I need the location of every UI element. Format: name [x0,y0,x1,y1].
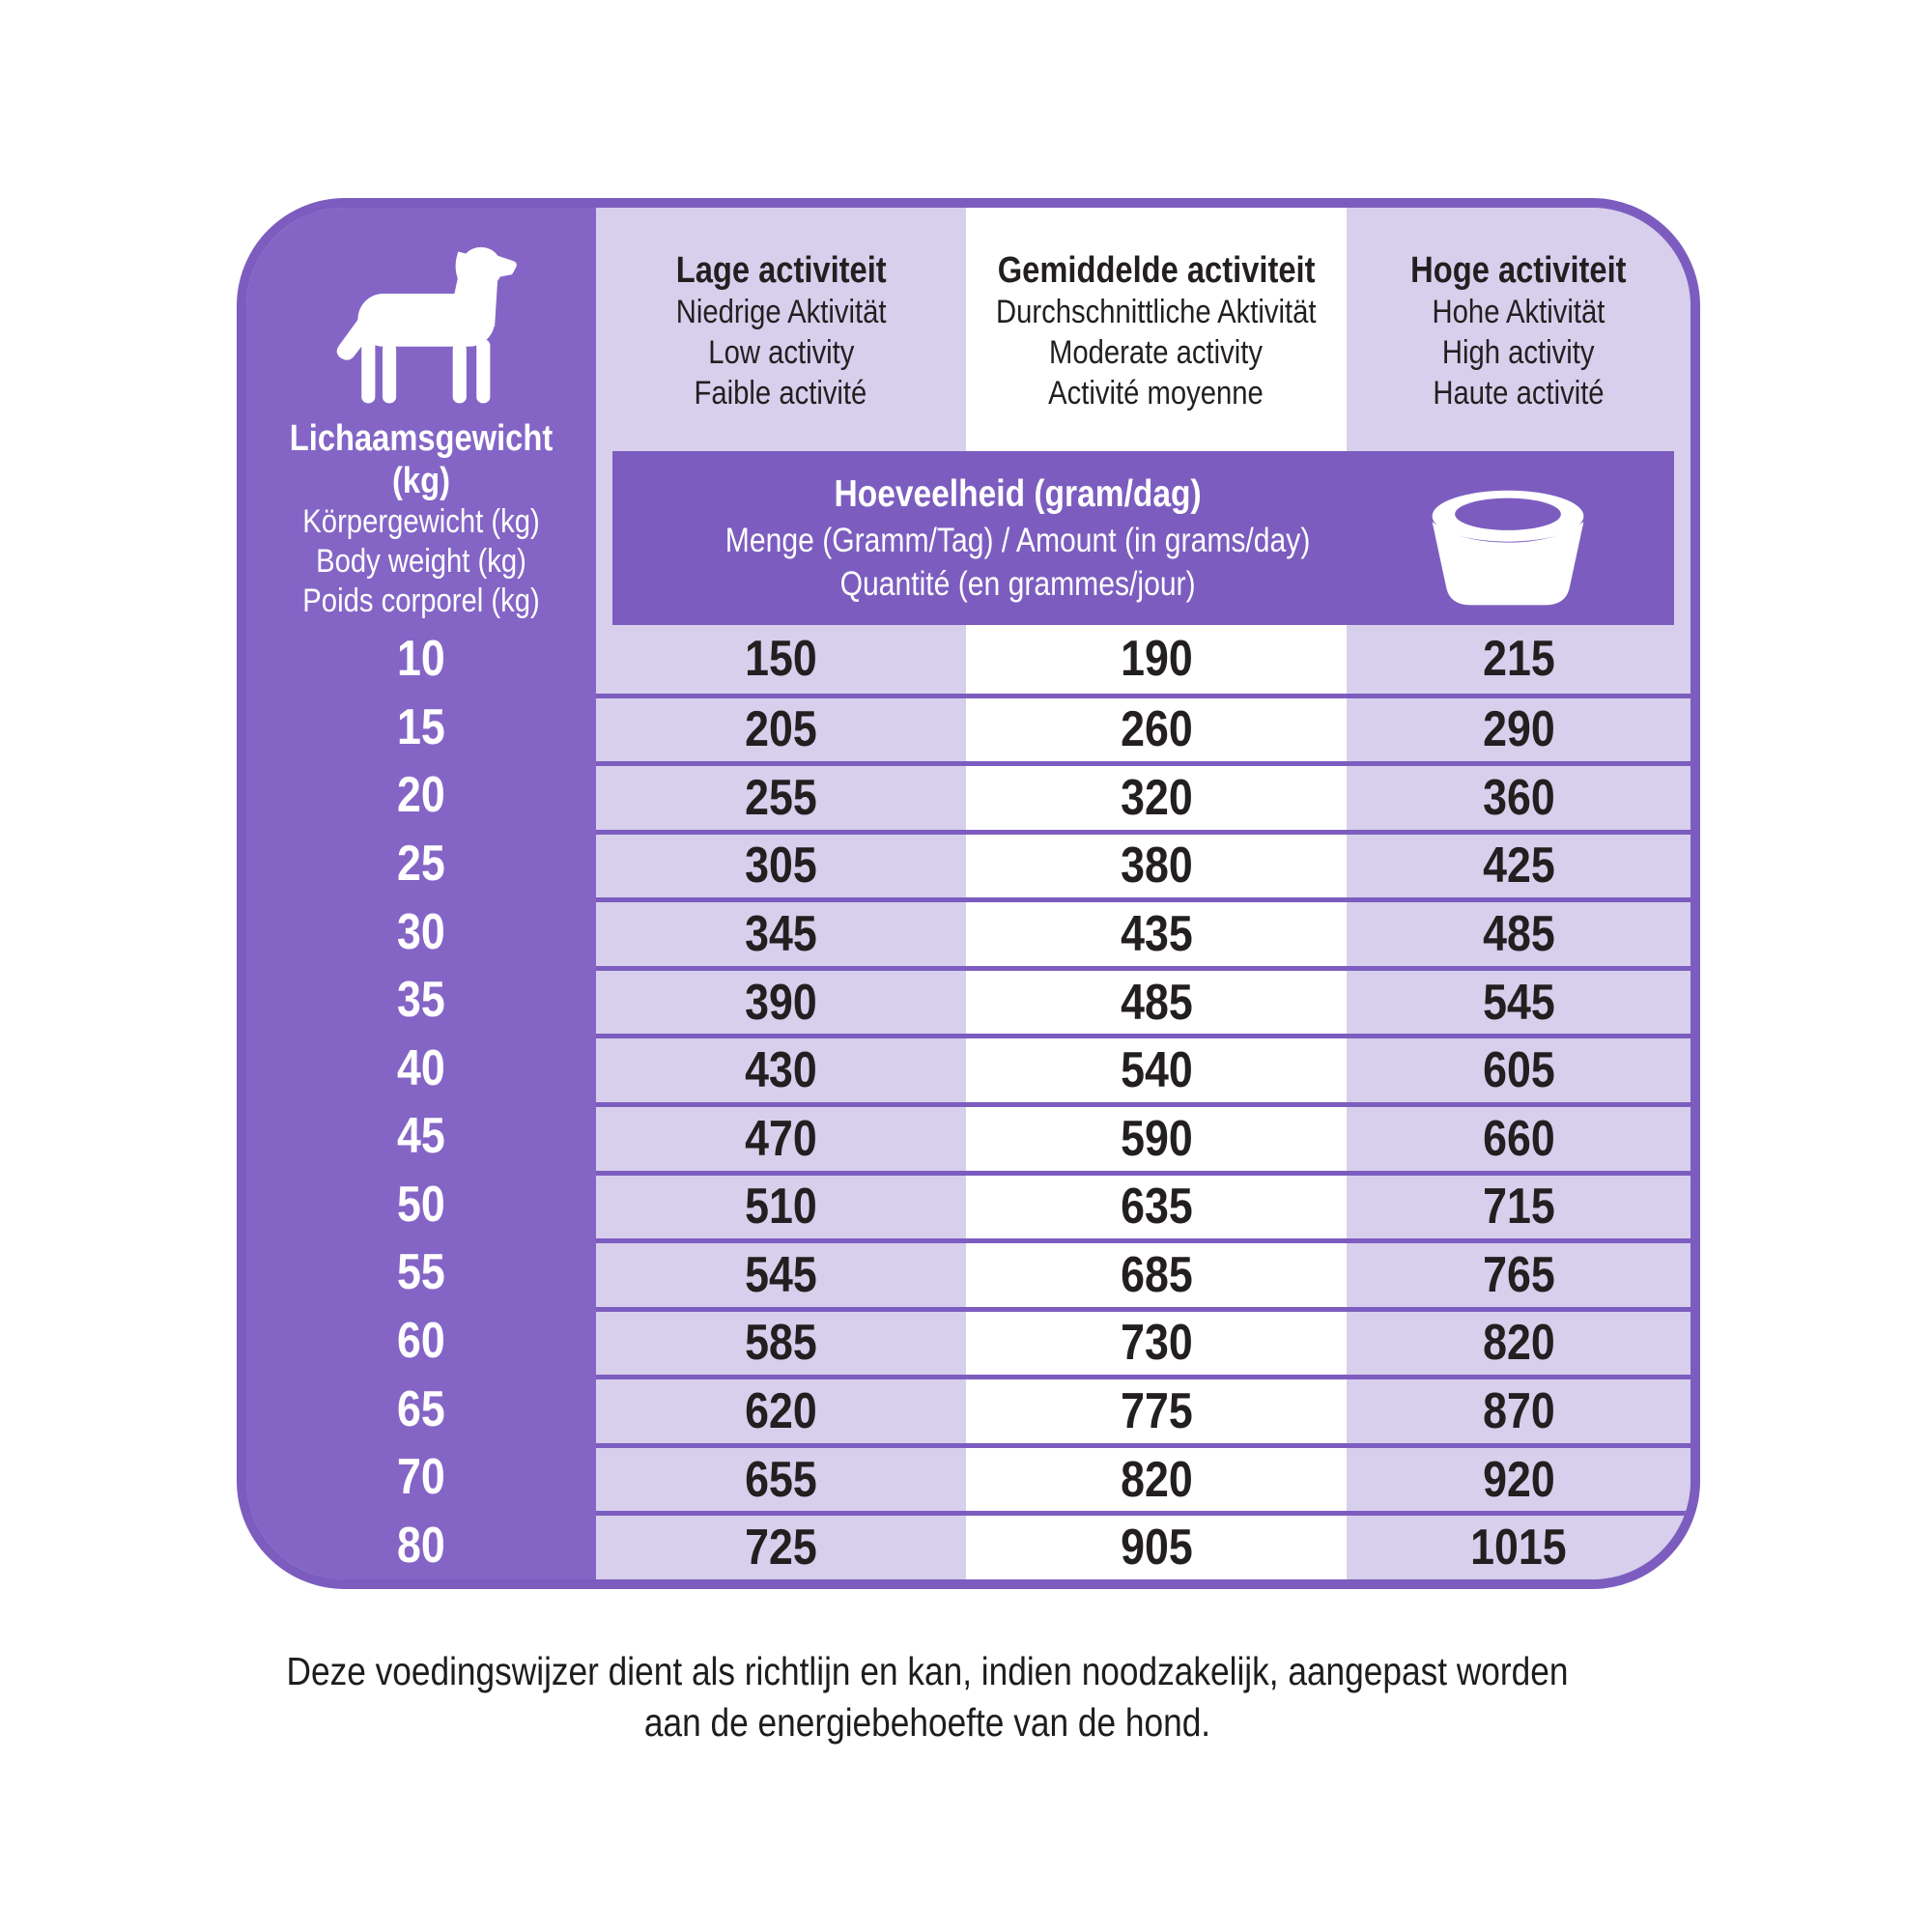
weight-cell [246,1512,596,1580]
amount-cell [966,1375,1347,1443]
amount-cell-label: 685 [1120,1246,1193,1303]
weight-cell [246,966,596,1035]
weight-cell [246,625,596,694]
weight-cell [246,1443,596,1512]
amount-cell-label: 290 [1482,701,1555,758]
amount-cell [1347,1171,1690,1239]
amount-banner-line3: Quantité (en grammes/jour) [839,565,1196,603]
amount-cell [966,694,1347,762]
amount-cell-label: 585 [745,1315,817,1372]
amount-cell [596,897,966,966]
amount-cell-label: 150 [745,631,817,688]
weight-cell-label: 40 [397,1039,445,1096]
amount-cell-label: 260 [1120,701,1193,758]
food-bowl-icon [1365,463,1674,612]
amount-banner-line2: Menge (Gramm/Tag) / Amount (in grams/day) [724,522,1311,559]
activity-subtitle: High activity [1442,334,1595,371]
activity-subtitle: Activité moyenne [1048,375,1264,412]
amount-banner [612,451,1674,625]
feeding-grid [596,208,1690,1579]
weight-cell-label: 55 [397,1244,445,1301]
weight-panel [246,208,596,1579]
amount-cell [966,1102,1347,1171]
weight-cell [246,1307,596,1376]
amount-cell [596,1443,966,1512]
amount-cell [1347,1375,1690,1443]
amount-cell [966,897,1347,966]
amount-cell-label: 820 [1482,1315,1555,1372]
amount-cell [596,694,966,762]
amount-cell [596,625,966,694]
weight-cell-label: 60 [397,1313,445,1370]
amount-cell [1347,1102,1690,1171]
amount-cell-label: 510 [745,1179,817,1236]
activity-subtitle: Moderate activity [1049,334,1264,371]
amount-cell-label: 190 [1120,631,1193,688]
amount-cell [966,625,1347,694]
amount-cell [966,966,1347,1035]
amount-cell [1347,1238,1690,1307]
amount-cell-label: 715 [1482,1179,1555,1236]
amount-cell [596,830,966,898]
weight-cell [246,830,596,898]
amount-cell [596,1034,966,1102]
weight-cell [246,761,596,830]
amount-cell-label: 545 [1482,974,1555,1031]
amount-banner-row [596,451,1690,625]
weight-cell [246,1375,596,1443]
activity-column-header-1 [596,208,966,451]
amount-cell [1347,1511,1690,1579]
weight-header-subtitle-fr: Poids corporel (kg) [302,582,540,619]
weight-header-labels [270,417,571,625]
amount-cell-label: 485 [1482,906,1555,963]
amount-cell-label: 485 [1120,974,1193,1031]
amount-cell-label: 305 [745,838,817,895]
amount-cell-label: 820 [1120,1451,1193,1508]
activity-column-header-3 [1347,208,1690,451]
activity-subtitle: Haute activité [1433,375,1605,412]
amount-cell [966,1443,1347,1512]
amount-cell [966,1238,1347,1307]
activity-title: Hoge activiteit [1410,250,1627,291]
weight-cell-label: 45 [397,1108,445,1165]
weight-cell-label: 65 [397,1380,445,1437]
amount-cell [966,1034,1347,1102]
amount-cell [1347,625,1690,694]
amount-cell-label: 205 [745,701,817,758]
amount-cell-label: 905 [1120,1520,1193,1577]
amount-cell [1347,694,1690,762]
activity-title: Lage activiteit [675,250,887,291]
activity-subtitle: Niedrige Aktivität [675,294,887,330]
activity-subtitle: Durchschnittliche Aktivität [996,294,1317,330]
amount-cell [596,1511,966,1579]
amount-banner-title: Hoeveelheid (gram/dag) [834,473,1202,515]
activity-subtitle: Hohe Aktivität [1432,294,1605,330]
weight-cell [246,1171,596,1239]
weight-cell [246,1238,596,1307]
amount-cell-label: 430 [745,1042,817,1099]
footnote-text: Deze voedingswijzer dient als richtlijn en kan, indien noodzakelijk, aangepast worden aan de energiebehoefte van de hond. [286,1649,1569,1745]
dog-silhouette-icon [316,244,526,409]
amount-cell-label: 660 [1482,1110,1555,1167]
activity-title: Gemiddelde activiteit [997,250,1316,291]
amount-cell-label: 1015 [1470,1520,1567,1577]
amount-cell [966,830,1347,898]
footnote [164,1646,1690,1748]
amount-cell [596,1102,966,1171]
amount-cell-label: 730 [1120,1315,1193,1372]
amount-cell-label: 590 [1120,1110,1193,1167]
weight-cell [246,897,596,966]
weight-panel-header [246,208,596,625]
weight-cell-label: 20 [397,767,445,824]
amount-cell [1347,897,1690,966]
weight-cell-label: 35 [397,972,445,1029]
amount-cell [596,761,966,830]
amount-cell-label: 635 [1120,1179,1193,1236]
amount-cell [1347,966,1690,1035]
activity-subtitle: Low activity [707,334,854,371]
amount-cell [966,1171,1347,1239]
amount-cell [1347,830,1690,898]
weight-cell-label: 80 [397,1517,445,1574]
amount-cell-label: 620 [745,1383,817,1440]
weight-cell [246,694,596,762]
weight-header-subtitle-en: Body weight (kg) [316,543,526,580]
amount-cell-label: 360 [1482,769,1555,826]
amount-cell [596,1238,966,1307]
weight-header-subtitle-de: Körpergewicht (kg) [302,503,540,540]
weight-cell-label: 30 [397,903,445,960]
amount-cell-label: 870 [1482,1383,1555,1440]
weight-header-title: Lichaamsgewicht (kg) [289,418,554,501]
amount-banner-text [666,470,1313,606]
weight-cell-label: 15 [397,698,445,755]
amount-cell [966,761,1347,830]
amount-cell-label: 725 [745,1520,817,1577]
activity-column-header-2 [966,208,1347,451]
amount-cell-label: 920 [1482,1451,1555,1508]
amount-cell-label: 380 [1120,838,1193,895]
amount-cell-label: 255 [745,769,817,826]
amount-cell-label: 605 [1482,1042,1555,1099]
amount-cell [596,1171,966,1239]
amount-cell [1347,1307,1690,1376]
amount-cell [596,1307,966,1376]
amount-cell-label: 765 [1482,1246,1555,1303]
weight-cell-label: 50 [397,1176,445,1233]
amount-cell-label: 215 [1482,631,1555,688]
amount-cell [1347,761,1690,830]
amount-cell-label: 425 [1482,838,1555,895]
weight-value-list [246,625,596,1579]
amount-cell-label: 540 [1120,1042,1193,1099]
amount-cell [1347,1034,1690,1102]
amount-cell-label: 320 [1120,769,1193,826]
weight-cell-label: 25 [397,836,445,893]
weight-cell-label: 10 [397,631,445,688]
amount-cell [596,1375,966,1443]
amount-cell-label: 435 [1120,906,1193,963]
amount-cell-label: 775 [1120,1383,1193,1440]
weight-cell [246,1034,596,1102]
weight-cell-label: 70 [397,1449,445,1506]
feeding-table [237,198,1700,1589]
amount-cell-label: 345 [745,906,817,963]
amount-cell-label: 390 [745,974,817,1031]
amount-cell-label: 655 [745,1451,817,1508]
amount-cell [1347,1443,1690,1512]
activity-subtitle: Faible activité [694,375,867,412]
amount-cell-label: 470 [745,1110,817,1167]
amount-cell [966,1511,1347,1579]
weight-cell [246,1102,596,1171]
amount-cell-label: 545 [745,1246,817,1303]
amount-cell [966,1307,1347,1376]
amount-cell [596,966,966,1035]
